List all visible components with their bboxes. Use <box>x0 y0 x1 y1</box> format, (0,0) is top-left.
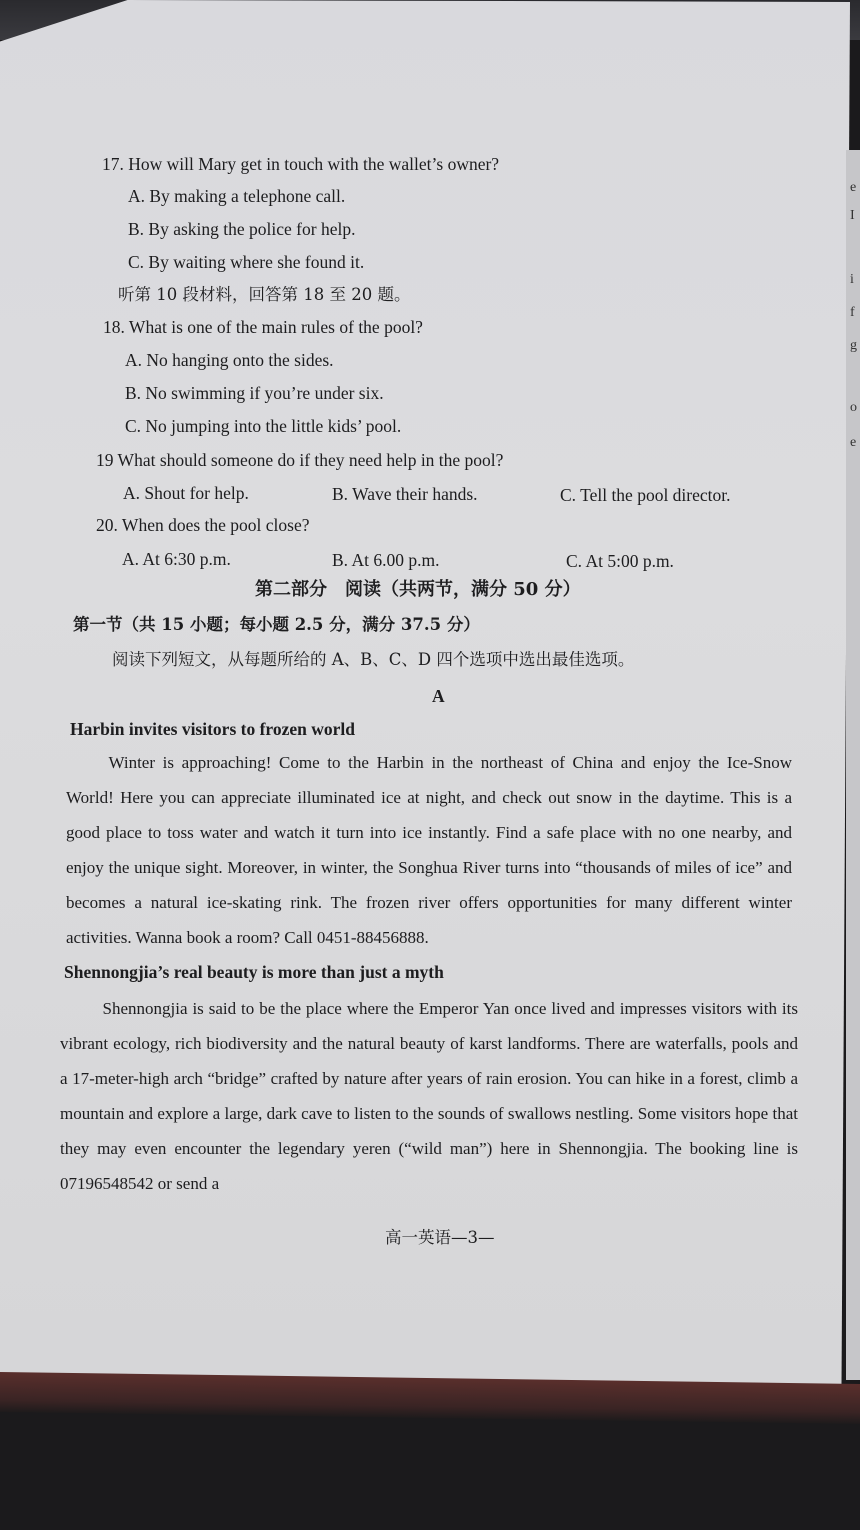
question-17-option-c: C. By waiting where she found it. <box>128 252 365 272</box>
question-20-option-c: C. At 5:00 p.m. <box>566 551 674 571</box>
question-20-option-a: A. At 6:30 p.m. <box>122 549 231 569</box>
question-19-option-c: C. Tell the pool director. <box>560 485 731 505</box>
question-19-option-a: A. Shout for help. <box>123 483 249 503</box>
question-18-stem: 18. What is one of the main rules of the pool? <box>103 317 423 337</box>
question-18-option-c: C. No jumping into the little kids’ pool. <box>125 416 402 436</box>
part-2-title: 第二部分 阅读（共两节，满分 50 分） <box>255 579 581 600</box>
edge-char: g <box>850 338 857 353</box>
adjacent-page-edge <box>846 150 860 1380</box>
edge-char: I <box>850 208 855 223</box>
harbin-paragraph <box>66 745 792 955</box>
question-20-option-b: B. At 6.00 p.m. <box>332 550 440 570</box>
edge-char: i <box>850 272 854 287</box>
page-footer: 高一英语—3— <box>385 1228 495 1247</box>
harbin-title: Harbin invites visitors to frozen world <box>70 719 356 739</box>
question-19-stem: 19 What should someone do if they need help in the pool? <box>96 450 504 470</box>
edge-char: e <box>850 435 857 450</box>
question-17-option-a: A. By making a telephone call. <box>128 186 346 206</box>
edge-char: e <box>850 180 857 195</box>
question-17-stem: 17. How will Mary get in touch with the wallet’s owner? <box>102 154 500 174</box>
edge-char: o <box>850 400 857 415</box>
question-19-option-b: B. Wave their hands. <box>332 484 478 504</box>
listening-instruction-10: 听第 10 段材料，回答第 18 至 20 题。 <box>118 285 411 304</box>
shennongjia-paragraph <box>60 991 798 1201</box>
passage-letter: A <box>432 686 445 706</box>
question-20-stem: 20. When does the pool close? <box>96 515 310 535</box>
question-18-option-b: B. No swimming if you’re under six. <box>125 383 384 403</box>
section-1-title: 第一节（共 15 小题；每小题 2.5 分，满分 37.5 分） <box>73 615 480 634</box>
shennongjia-text: Shennongjia is said to be the place where the Emperor Yan once lived and impresses visitors with its vibrant ecology, rich biodiversity and the natural beauty of karst landforms. There are waterfalls, pools and a 17-meter-high arch “bridge” crafted by nature after years of rain erosion. You can hike in a forest, climb a mountain and explore a large, dark cave to listen to the sounds of swallows nestling. Some visitors hope that they may even encounter the legendary yeren (“wild man”) here in Shennongjia. The booking line is 07196548542 or send a <box>60 999 798 1193</box>
section-1-instruction: 阅读下列短文，从每题所给的 A、B、C、D 四个选项中选出最佳选项。 <box>112 650 635 669</box>
shennongjia-title: Shennongjia’s real beauty is more than just a myth <box>64 962 444 982</box>
question-17-option-b: B. By asking the police for help. <box>128 219 356 239</box>
question-18-option-a: A. No hanging onto the sides. <box>125 350 334 370</box>
edge-char: f <box>850 305 855 320</box>
harbin-text: Winter is approaching! Come to the Harbin in the northeast of China and enjoy the Ice-Snow World! Here you can appreciate illuminated ice at night, and check out snow in the daytime. This is a good place to toss water and watch it turn into ice instantly. Find a safe place with no one nearby, and enjoy the unique sight. Moreover, in winter, the Songhua River turns into “thousands of miles of ice” and becomes a natural ice-skating rink. The frozen river offers opportunities for many different winter activities. Wanna book a room? Call 0451-88456888. <box>66 753 792 947</box>
